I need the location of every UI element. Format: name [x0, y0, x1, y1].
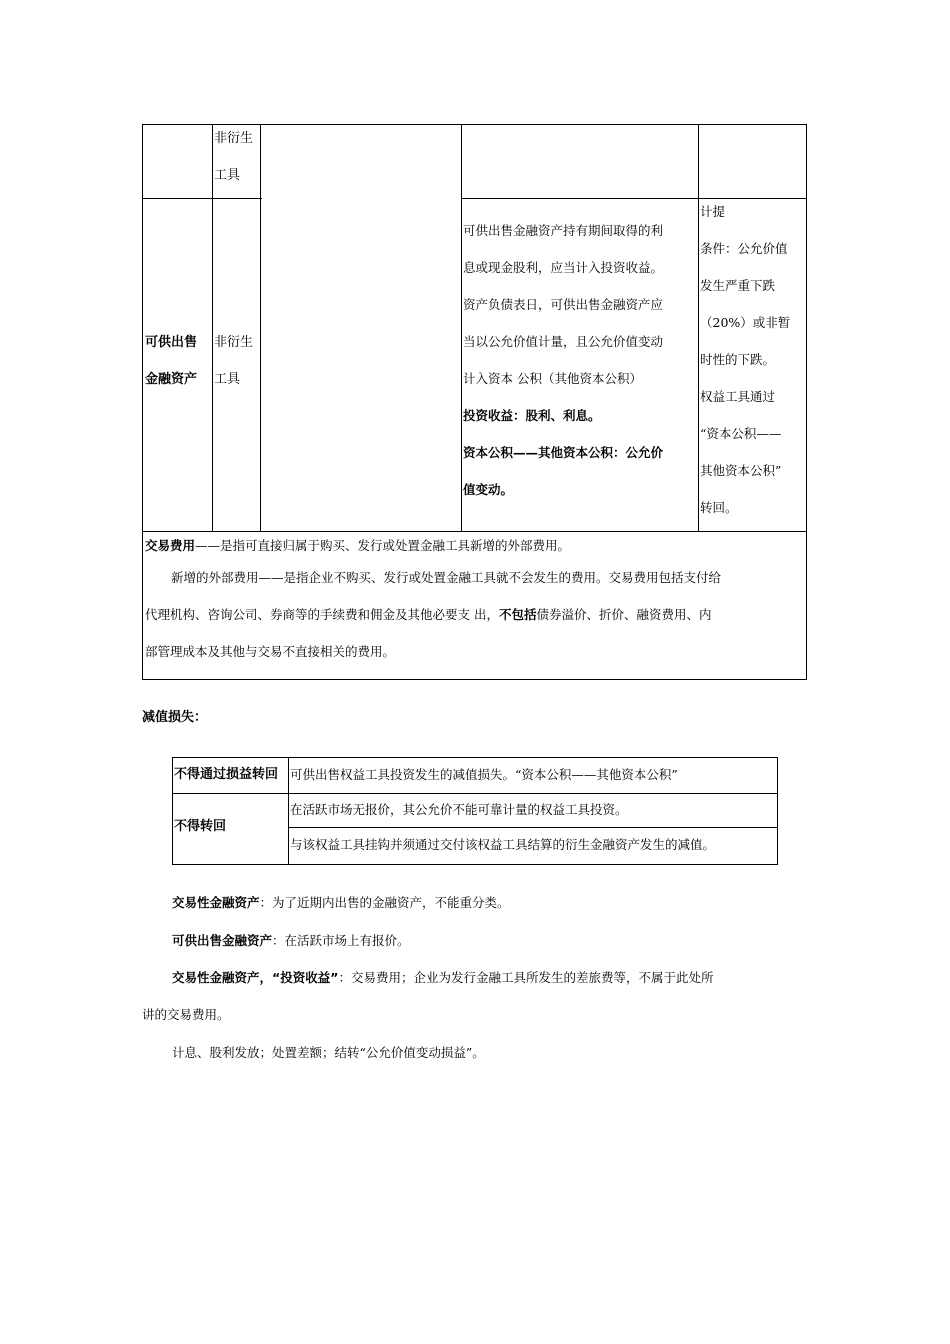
impairment-row1-label: 不得通过损益转回 — [174, 767, 279, 782]
paragraph-term: 交易性金融资产 — [172, 895, 260, 910]
table-border — [777, 757, 778, 865]
cell-line: 可供出售金融资产持有期间取得的利 — [463, 223, 664, 238]
cell-line: 权益工具通过 — [700, 389, 776, 404]
paragraph-investment-income-cont: 讲的交易费用。 — [142, 1007, 230, 1022]
paragraph-term: 可供出售金融资产 — [172, 933, 273, 948]
cell-line: 当以公允价值计量，且公允价值变动 — [463, 334, 664, 349]
cell-line: 投资收益：股利、利息。 — [463, 408, 601, 423]
note-emphasis: 不包括 — [498, 607, 537, 622]
cell-line: 工具 — [214, 168, 241, 183]
cell-line: 金融资产 — [145, 372, 198, 387]
cell-line: 其他资本公积” — [700, 463, 782, 478]
note-term: 交易费用 — [145, 538, 196, 553]
cell-line: 资本公积——其他资本公积：公允价 — [463, 445, 664, 460]
paragraph-investment-income — [172, 968, 713, 988]
category-label — [145, 324, 197, 398]
paragraph-summary: 计息、股利发放；处置差额；结转“公允价值变动损益”。 — [172, 1045, 485, 1060]
paragraph-text: ：为了近期内出售的金融资产，不能重分类。 — [259, 895, 510, 910]
cell-line: 发生严重下跌 — [700, 278, 776, 293]
table-border — [461, 124, 462, 532]
impairment-row2-value-b: 与该权益工具挂钩并须通过交付该权益工具结算的衍生金融资产发生的减值。 — [290, 837, 716, 852]
table-border — [172, 864, 778, 865]
paragraph-afs-assets — [172, 931, 410, 951]
cell-line: 计入资本 公积（其他资本公积） — [463, 371, 642, 386]
paragraph-text: ：交易费用；企业为发行金融工具所发生的差旅费等，不属于此处所 — [338, 970, 714, 985]
paragraph-text: ：在活跃市场上有报价。 — [272, 933, 410, 948]
cell-line: 工具 — [214, 372, 241, 387]
cell-line: 条件：公允价值 — [700, 241, 788, 256]
impairment-row1-value: 可供出售权益工具投资发生的减值损失。“资本公积——其他资本公积” — [290, 767, 678, 782]
note-line — [145, 596, 803, 633]
table-border — [260, 124, 261, 532]
impairment-row2-value-a: 在活跃市场无报价，其公允价不能可靠计量的权益工具投资。 — [290, 802, 628, 817]
table-border — [142, 198, 262, 199]
cell-line: “资本公积—— — [700, 426, 782, 441]
table-border — [288, 757, 289, 865]
table-border — [172, 757, 173, 865]
note-text: 代理机构、咨询公司、券商等的手续费和佣金及其他必要支 出， — [145, 607, 499, 622]
cell-line: 计提 — [700, 204, 726, 219]
impairment-condition — [700, 193, 790, 526]
cell-line: 非衍生 — [214, 131, 254, 146]
cell-line: 可供出售 — [145, 335, 198, 350]
note-text: ——是指可直接归属于购买、发行或处置金融工具新增的外部费用。 — [195, 538, 571, 553]
cell-line: 息或现金股利，应当计入投资收益。 — [463, 260, 664, 275]
measurement-description — [463, 212, 663, 508]
paragraph-trading-assets — [172, 893, 510, 913]
cell-line: 非衍生 — [214, 335, 254, 350]
impairment-row2-label: 不得转回 — [174, 819, 227, 834]
table-border — [288, 827, 778, 828]
row1-instrument-type — [214, 120, 253, 194]
note-line: 新增的外部费用——是指企业不购买、发行或处置金融工具就不会发生的费用。交易费用包括支付给 — [171, 570, 722, 585]
table-border — [806, 124, 807, 680]
impairment-heading: 减值损失： — [142, 710, 208, 725]
cell-line: 转回。 — [700, 500, 738, 515]
note-line: 部管理成本及其他与交易不直接相关的费用。 — [145, 644, 396, 659]
table-border — [172, 793, 778, 794]
table-border — [698, 124, 699, 532]
cell-line: （20%）或非暂 — [700, 315, 791, 330]
row2-instrument-type — [214, 324, 253, 398]
paragraph-term: 交易性金融资产，“投资收益” — [172, 970, 339, 985]
table-border — [142, 679, 807, 680]
table-border — [142, 531, 807, 532]
transaction-cost-note — [145, 533, 803, 670]
table-border — [212, 124, 213, 532]
note-line — [145, 533, 803, 559]
table-border — [142, 124, 143, 680]
cell-line: 资产负债表日，可供出售金融资产应 — [463, 297, 664, 312]
cell-line: 值变动。 — [463, 482, 514, 497]
cell-line: 时性的下跌。 — [700, 352, 776, 367]
table-border — [172, 757, 778, 758]
note-text: 债券溢价、折价、融资费用、内 — [536, 607, 712, 622]
